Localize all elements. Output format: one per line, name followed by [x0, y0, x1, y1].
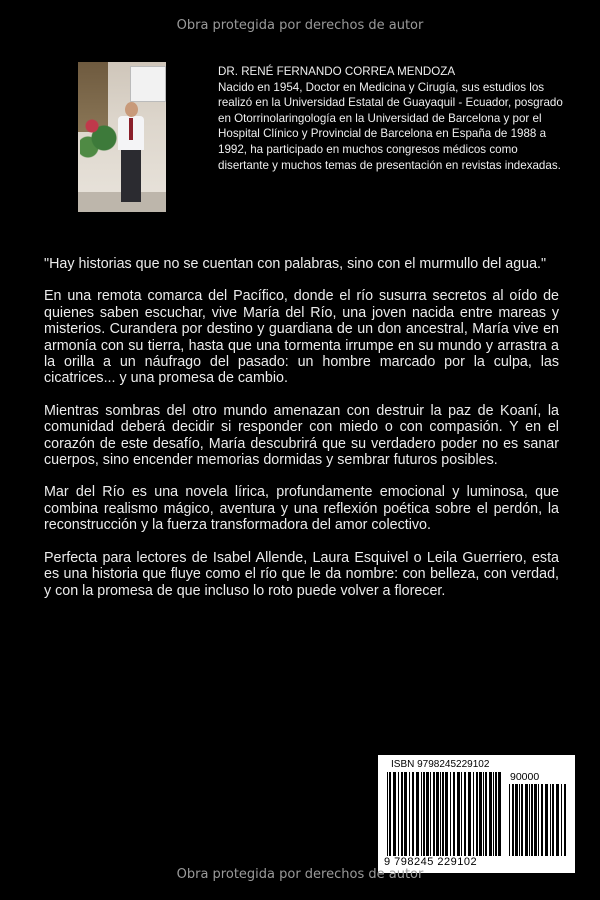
author-bio-block [218, 64, 568, 173]
blurb-paragraph: Mientras sombras del otro mundo amenazan con destruir la paz de Koaní, la comunidad deberá decidir si responder con miedo o con compasión. Y en el corazón de este desafío, María descubrirá que su verdadero poder no es sanar cuerpos, sino encender memorias dormidas y sembrar futuros posibles. [44, 402, 559, 469]
isbn-label: ISBN 9798245229102 [391, 759, 490, 770]
blurb-paragraph: Perfecta para lectores de Isabel Allende, Laura Esquivel o Leila Guerriero, esta es una historia que fluye como el río que le da nombre: con belleza, con verdad, y con la promesa de que incluso lo roto puede volver a florecer. [44, 549, 559, 599]
author-bio: Nacido en 1954, Doctor en Medicina y Cirugía, sus estudios los realizó en la Universidad Estatal de Guayaquil - Ecuador, posgrado en Otorrinolaringología en la Universidad de Barcelona y por el Hospital Clínico y Provincial de Barcelona en España de 1988 a 1992, ha participado en muchos congresos médicos como disertante y muchos temas de presentación en revistas indexadas. [218, 80, 563, 172]
book-blurb [44, 256, 559, 615]
blurb-paragraph: En una remota comarca del Pacífico, donde el río susurra secretos al oído de quienes saben escuchar, vive María del Río, una joven nacida entre mareas y misterios. Curandera por destino y guardiana de un don ancestral, María vive en armonía con su tierra, hasta que una tormenta irrumpe en su mundo y arrastra a la orilla a un náufrago del pasado: un hombre marcado por la culpa, las cicatrices... y una promesa de cambio. [44, 288, 559, 387]
blurb-paragraph: Mar del Río es una novela lírica, profundamente emocional y luminosa, que combina realismo mágico, aventura y una reflexión poética sobre el perdón, la reconstrucción y la fuerza transformadora del amor colectivo. [44, 484, 559, 534]
isbn-barcode [378, 755, 575, 873]
author-photo [78, 62, 166, 212]
barcode-bars [387, 772, 567, 856]
blurb-paragraph: "Hay historias que no se cuentan con palabras, sino con el murmullo del agua." [44, 256, 547, 272]
copyright-watermark-bottom: Obra protegida por derechos de autor [176, 867, 424, 882]
barcode-digits: 9 798245 229102 [384, 856, 478, 868]
copyright-watermark-top: Obra protegida por derechos de autor [176, 18, 424, 33]
barcode-addon-number: 90000 [510, 771, 540, 783]
author-name: DR. RENÉ FERNANDO CORREA MENDOZA [218, 65, 456, 78]
